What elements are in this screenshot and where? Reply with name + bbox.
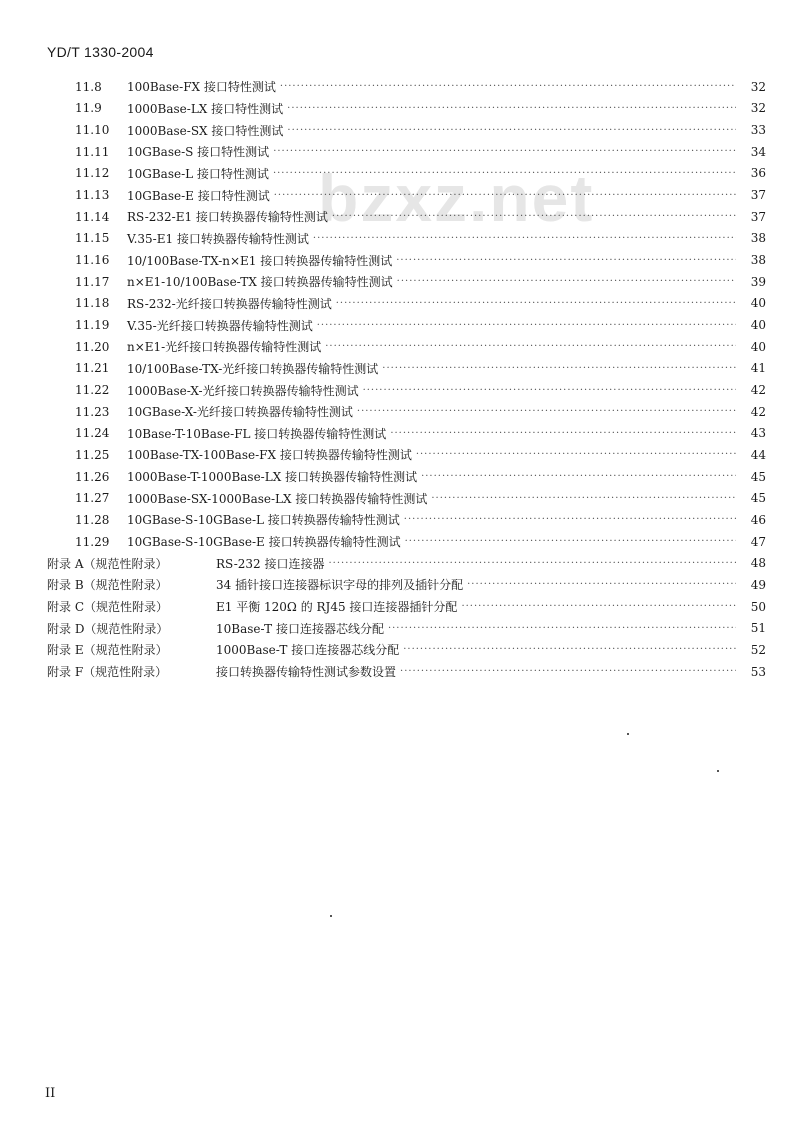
toc-appendix-entry[interactable]: [0, 552, 800, 574]
section-number: 11.14: [75, 209, 110, 224]
section-title: n×E1-10/100Base-TX 接口转换器传输特性测试: [127, 275, 393, 290]
dot-leader: [287, 103, 736, 114]
dot-leader: [404, 514, 736, 525]
section-title: 100Base-FX 接口特性测试: [127, 80, 276, 95]
section-title: 1000Base-LX 接口特性测试: [127, 101, 284, 116]
appendix-title: 34 插针接口连接器标识字母的排列及插针分配: [216, 578, 464, 593]
toc-entry[interactable]: [0, 466, 800, 488]
toc-entry[interactable]: [0, 293, 800, 315]
page-ref: 40: [750, 296, 766, 311]
appendix-label: 附录 C（规范性附录）: [47, 600, 168, 615]
dot-leader: [467, 579, 736, 590]
toc-appendix-entry[interactable]: [0, 661, 800, 683]
section-title: 100Base-TX-100Base-FX 接口转换器传输特性测试: [127, 448, 412, 463]
page-ref: 34: [750, 144, 766, 159]
toc-entry[interactable]: [0, 401, 800, 423]
dot-leader: [336, 298, 736, 309]
section-title: 10GBase-S-10GBase-L 接口转换器传输特性测试: [127, 513, 400, 528]
section-title: 10GBase-L 接口特性测试: [127, 166, 269, 181]
page-ref: 51: [750, 621, 766, 636]
dot-leader: [313, 233, 736, 244]
appendix-label: 附录 E（规范性附录）: [47, 643, 168, 658]
page-ref: 39: [750, 274, 766, 289]
scan-speck: [330, 915, 332, 917]
section-title: V.35-E1 接口转换器传输特性测试: [127, 231, 309, 246]
section-title: 1000Base-X-光纤接口转换器传输特性测试: [127, 383, 359, 398]
toc-entry[interactable]: [0, 271, 800, 293]
toc-entry[interactable]: [0, 76, 800, 98]
section-number: 11.9: [75, 101, 102, 116]
page-ref: 45: [750, 491, 766, 506]
dot-leader: [416, 449, 736, 460]
page-number: II: [45, 1086, 56, 1101]
toc-appendix-entry[interactable]: [0, 639, 800, 661]
page-ref: 43: [750, 426, 766, 441]
dot-leader: [421, 471, 736, 482]
dot-leader: [405, 536, 736, 547]
table-of-contents: [0, 76, 800, 682]
section-number: 11.25: [75, 447, 110, 462]
page-ref: 48: [750, 556, 766, 571]
dot-leader: [317, 320, 736, 331]
page-ref: 36: [750, 166, 766, 181]
section-number: 11.15: [75, 231, 110, 246]
page-ref: 38: [750, 253, 766, 268]
dot-leader: [397, 276, 736, 287]
dot-leader: [274, 190, 736, 201]
section-title: 1000Base-SX 接口特性测试: [127, 123, 284, 138]
scan-speck: [627, 733, 629, 735]
section-number: 11.13: [75, 188, 110, 203]
page-ref: 44: [750, 447, 766, 462]
toc-entry[interactable]: [0, 228, 800, 250]
toc-appendix-entry[interactable]: [0, 617, 800, 639]
page-ref: 41: [750, 361, 766, 376]
section-number: 11.18: [75, 296, 110, 311]
toc-entry[interactable]: [0, 314, 800, 336]
dot-leader: [390, 428, 736, 439]
section-title: RS-232-光纤接口转换器传输特性测试: [127, 296, 332, 311]
dot-leader: [273, 146, 736, 157]
dot-leader: [357, 406, 736, 417]
dot-leader: [332, 211, 736, 222]
section-title: 10GBase-S 接口特性测试: [127, 145, 270, 160]
section-number: 11.20: [75, 339, 110, 354]
dot-leader: [328, 558, 736, 569]
section-number: 11.28: [75, 512, 110, 527]
page-ref: 32: [750, 101, 766, 116]
page-ref: 33: [750, 123, 766, 138]
toc-entry[interactable]: [0, 379, 800, 401]
section-number: 11.21: [75, 361, 110, 376]
dot-leader: [273, 168, 736, 179]
section-number: 11.22: [75, 383, 110, 398]
toc-entry[interactable]: [0, 119, 800, 141]
section-number: 11.26: [75, 469, 110, 484]
section-number: 11.11: [75, 144, 110, 159]
section-title: 10GBase-E 接口特性测试: [127, 188, 270, 203]
section-number: 11.27: [75, 491, 110, 506]
page-ref: 38: [750, 231, 766, 246]
appendix-title: 10Base-T 接口连接器芯线分配: [216, 621, 384, 636]
watermark: bzxz.net: [318, 161, 595, 235]
scan-speck: [717, 770, 719, 772]
dot-leader: [388, 623, 736, 634]
section-title: 10GBase-S-10GBase-E 接口转换器传输特性测试: [127, 535, 401, 550]
toc-entry[interactable]: [0, 98, 800, 120]
page-ref: 42: [750, 383, 766, 398]
section-number: 11.10: [75, 123, 110, 138]
page-ref: 37: [750, 188, 766, 203]
section-number: 11.12: [75, 166, 110, 181]
page-ref: 37: [750, 209, 766, 224]
section-number: 11.17: [75, 274, 110, 289]
dot-leader: [287, 125, 736, 136]
toc-entry[interactable]: [0, 423, 800, 445]
dot-leader: [400, 666, 736, 677]
dot-leader: [461, 601, 736, 612]
page-ref: 45: [750, 469, 766, 484]
section-title: 1000Base-T-1000Base-LX 接口转换器传输特性测试: [127, 470, 418, 485]
toc-entry[interactable]: [0, 444, 800, 466]
dot-leader: [382, 363, 736, 374]
section-title: n×E1-光纤接口转换器传输特性测试: [127, 340, 322, 355]
section-number: 11.19: [75, 318, 110, 333]
toc-entry[interactable]: [0, 141, 800, 163]
page-ref: 53: [750, 664, 766, 679]
section-title: 10Base-T-10Base-FL 接口转换器传输特性测试: [127, 426, 387, 441]
toc-entry[interactable]: [0, 184, 800, 206]
section-number: 11.8: [75, 79, 102, 94]
page-ref: 52: [750, 642, 766, 657]
page-ref: 50: [750, 599, 766, 614]
section-title: V.35-光纤接口转换器传输特性测试: [127, 318, 313, 333]
appendix-title: 1000Base-T 接口连接器芯线分配: [216, 643, 400, 658]
dot-leader: [363, 385, 736, 396]
page-ref: 42: [750, 404, 766, 419]
dot-leader: [396, 255, 736, 266]
dot-leader: [325, 341, 736, 352]
dot-leader: [280, 81, 736, 92]
page-ref: 47: [750, 534, 766, 549]
appendix-title: E1 平衡 120Ω 的 RJ45 接口连接器插针分配: [216, 600, 458, 615]
toc-entry[interactable]: [0, 509, 800, 531]
page-ref: 49: [750, 577, 766, 592]
toc-entry[interactable]: [0, 249, 800, 271]
appendix-label: 附录 D（规范性附录）: [47, 621, 169, 636]
appendix-title: 接口转换器传输特性测试参数设置: [216, 665, 397, 680]
page-ref: 40: [750, 339, 766, 354]
dot-leader: [431, 493, 736, 504]
toc-entry[interactable]: [0, 358, 800, 380]
section-number: 11.24: [75, 426, 110, 441]
document-code-header: YD/T 1330-2004: [47, 44, 154, 60]
page-ref: 40: [750, 318, 766, 333]
toc-entry[interactable]: [0, 531, 800, 553]
appendix-label: 附录 B（规范性附录）: [47, 578, 168, 593]
section-title: 10GBase-X-光纤接口转换器传输特性测试: [127, 405, 353, 420]
dot-leader: [403, 644, 736, 655]
section-title: 10/100Base-TX-光纤接口转换器传输特性测试: [127, 361, 379, 376]
toc-appendix-entry[interactable]: [0, 574, 800, 596]
section-title: 1000Base-SX-1000Base-LX 接口转换器传输特性测试: [127, 491, 428, 506]
appendix-label: 附录 A（规范性附录）: [47, 556, 168, 571]
toc-entry[interactable]: [0, 206, 800, 228]
page-ref: 32: [750, 79, 766, 94]
appendix-label: 附录 F（规范性附录）: [47, 665, 168, 680]
section-number: 11.29: [75, 534, 110, 549]
section-number: 11.16: [75, 253, 110, 268]
toc-entry[interactable]: [0, 487, 800, 509]
section-title: RS-232-E1 接口转换器传输特性测试: [127, 210, 328, 225]
toc-entry[interactable]: [0, 163, 800, 185]
section-title: 10/100Base-TX-n×E1 接口转换器传输特性测试: [127, 253, 393, 268]
section-number: 11.23: [75, 404, 110, 419]
page-ref: 46: [750, 512, 766, 527]
toc-appendix-entry[interactable]: [0, 596, 800, 618]
toc-entry[interactable]: [0, 336, 800, 358]
appendix-title: RS-232 接口连接器: [216, 556, 325, 571]
